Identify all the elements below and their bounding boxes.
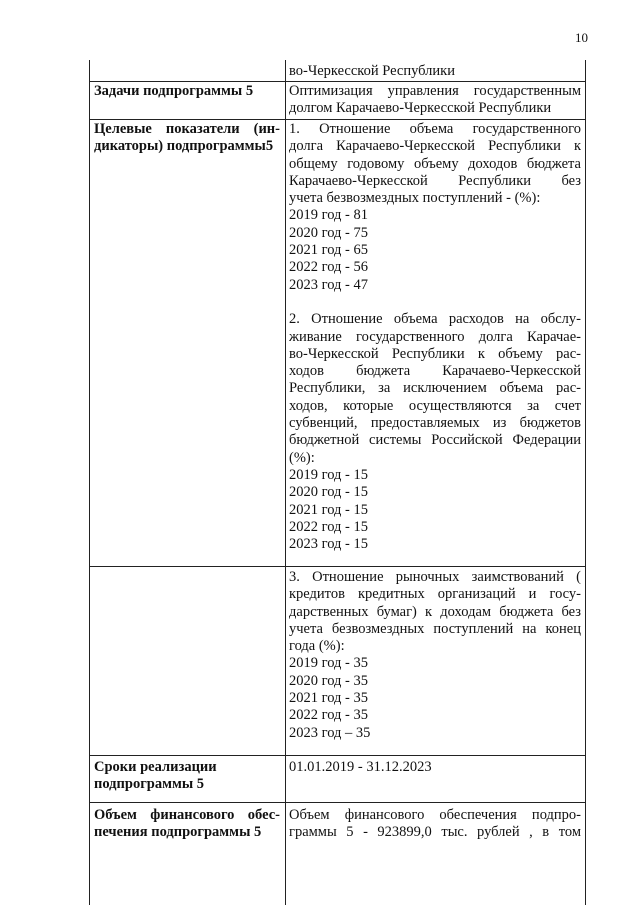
text-line: Карачаево-Черкесской Республики без [289, 172, 581, 189]
text-line: Объем финансового обеспечения подпро- [289, 807, 581, 823]
text-line: субвенций, предоставляемых из бюджетов [289, 415, 581, 432]
text-line: 2023 год - 47 [289, 276, 368, 293]
indicators-label [94, 121, 280, 156]
row-divider [90, 119, 585, 120]
text-line: 2022 год - 15 [289, 518, 368, 535]
text-line: ходов, которые осуществляются за счет [289, 397, 581, 414]
text-line: 2020 год - 75 [289, 224, 368, 241]
text-line: 2021 год - 15 [289, 501, 368, 518]
text-line: учета безвозмездных поступлений - (%): [289, 190, 541, 207]
indicator-3-value [289, 569, 581, 742]
passport-table [89, 60, 586, 905]
text-line: 2020 год - 35 [289, 672, 368, 689]
terms-label [94, 759, 280, 794]
row-divider [90, 802, 585, 803]
text-line: долгом Карачаево-Черкесской Республики [289, 100, 552, 117]
text-line: года (%): [289, 638, 345, 655]
text-line: ходов бюджета Карачаево-Черкесской [289, 363, 581, 380]
text-line: Объем финансового обес- [94, 807, 280, 823]
text-line: общему годовому объему доходов бюджета [289, 155, 581, 172]
indicators-value [289, 121, 581, 553]
text-line: 2022 год - 56 [289, 259, 368, 276]
row-divider [90, 81, 585, 82]
text-line: 3. Отношение рыночных заимствований ( [289, 569, 581, 585]
text-line: учета безвозмездных поступлений на конец [289, 620, 581, 637]
text-line: 2. Отношение объема расходов на обслу- [289, 311, 581, 328]
row-divider [90, 755, 585, 756]
text-line: 2019 год - 81 [289, 207, 368, 224]
text-line: долга Карачаево-Черкесской Республики к [289, 138, 581, 155]
text-line: Республики, за исключением объема рас- [289, 380, 581, 397]
text-line: Целевые показатели (ин- [94, 121, 280, 137]
text-line: 1. Отношение объема государственного [289, 121, 581, 137]
text-line: граммы 5 - 923899,0 тыс. рублей , в том [289, 824, 581, 841]
text-line: подпрограммы 5 [94, 776, 205, 793]
text-line: 2022 год - 35 [289, 707, 368, 724]
row-divider [90, 566, 585, 567]
text-line: во-Черкесской Республики к объему рас- [289, 345, 581, 362]
text-line: 2019 год - 15 [289, 466, 368, 483]
text-line: во-Черкесской Республики [289, 63, 455, 79]
terms-value [289, 759, 581, 776]
page-number: 10 [575, 30, 588, 45]
text-line: 2021 год - 65 [289, 242, 368, 259]
text-line: (%): [289, 449, 315, 466]
text-line: бюджетной системы Российской Федерации [289, 432, 581, 449]
text-line: живание государственного долга Карачае- [289, 328, 581, 345]
text-line: Сроки реализации [94, 759, 217, 775]
paragraph-gap [289, 294, 581, 311]
text-line: 2023 год – 35 [289, 724, 371, 741]
text-line: Оптимизация управления государственным [289, 83, 581, 99]
text-line: 2020 год - 15 [289, 484, 368, 501]
text-line: 01.01.2019 - 31.12.2023 [289, 759, 432, 775]
funding-value [289, 807, 581, 842]
text-line: 2019 год - 35 [289, 655, 368, 672]
tasks-label [94, 83, 280, 100]
text-line: 2023 год - 15 [289, 536, 368, 553]
column-divider [285, 60, 286, 905]
funding-label [94, 807, 280, 842]
tasks-value [289, 83, 581, 118]
text-line: печения подпрограммы 5 [94, 824, 262, 841]
text-line: 2021 год - 35 [289, 690, 368, 707]
text-line: дарственных бумаг) к доходам бюджета без [289, 603, 581, 620]
text-line: дикаторы) подпрограммы5 [94, 138, 274, 155]
continuation-text [289, 63, 581, 80]
text-line: кредитов кредитных организаций и госу- [289, 586, 581, 603]
text-line: Задачи подпрограммы 5 [94, 83, 254, 99]
